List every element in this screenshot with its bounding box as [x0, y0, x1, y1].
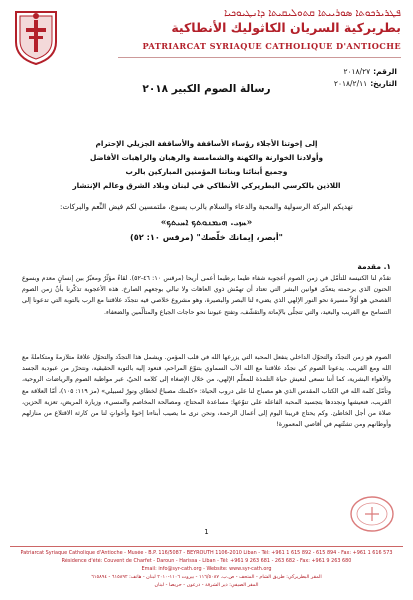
letter-title: رسالة الصوم الكبير ٢٠١٨	[142, 83, 271, 95]
reference-label: الرقم:	[373, 67, 397, 76]
date-value: ٢٠١٨/٢/١١	[333, 79, 368, 88]
address-line: اللاذين بالكرسي البطريركي الأنطاكي في لبنان وبلاد الشرق وعالم الإنتشار	[72, 181, 341, 190]
footer-line: Patriarcat Syriaque Catholique d'Antioche - Musée - B.P. 116/5087 - BEYROUTH 1106-2010 Liban - Tél: +961 1 615 892 - 615 894 - Fax: +961 1 616 573	[20, 550, 393, 556]
address-line: إلى إخوتنا الأجلاء رؤساء الأساقفة والأساقفة الجزيلي الإحترام	[95, 139, 318, 148]
header-french-title: PATRIARCAT SYRIAQUE CATHOLIQUE D'ANTIOCHE	[142, 41, 401, 51]
reference-number	[343, 67, 397, 76]
paragraph: تقدّم لنا الكنيسة للتأمّل في زمن الصوم أعجوبة شفاء طيما برطيما أعمى أريحا (مرقس ١٠: ٤٦-٥٢). لقاءٌ مؤثّرٌ ومعبّرٌ بين إنسانٍ معدم وبسوع الحنون الذي برحمته يتعدّى قوانين البشر التي تعتاد أن تهمّش ذوي العاهات ولا تبالي بوجعهم الصارخ. هذه الأعجوبة تذكّرنا بأنّ زمن الصوم الفصحي هو أوّلاً مسيرة نحو النور الإلهي الذي يضيء لنا البصر والبصيرة، وهو مشروع خلاصي فيه نتجدّد علاقتنا مع الرب بالتوبة التي تدعونا إلى التسامح مع القريب والبعيد، والتي تتجلّى بالإماتة والتقشّف، وتفتح عيوننا نحو حاجات الجياع والمتألّمين والضعفاء.	[22, 275, 392, 316]
section-heading: ١. مقدمة	[357, 262, 391, 271]
address-line: وجميع أبنائنا وبناتنا المؤمنين المباركين بالرب	[125, 167, 288, 176]
scripture-verse: "أبصر، إيمانك خلّصك" (مرقس ١٠: ٥٢)	[130, 232, 283, 242]
address-line: وأولادنا الخوارنة والكهنة والشمامسة والرهبان والراهبات الأفاضل	[89, 153, 324, 162]
footer-line: المقر البطريركي: طريق الشام - المتحف - ص.ب. ١١٦/٥٠٨٧ - بيروت ١١٠٦-٢٠١٠ لبنان - هاتف: ٦١٥٨٩٢ - ٦١٥٨٩٤	[91, 574, 322, 580]
footer-line: Email: info@syr-cath.org - Website: www.syr-cath.org	[141, 566, 272, 572]
footer-divider	[10, 546, 403, 547]
page-number: 1	[204, 528, 209, 536]
header-divider	[118, 57, 401, 58]
header-syriac-title: ܦܛܪܝܪܟܘܬܐ ܣܘܪܝܝܬܐ ܩܬܘܠܝܩܝܬܐ ܕܐܢܛܝܘܟܝܐ	[224, 8, 401, 19]
header-arabic-title: بطريركية السريان الكاثوليك الأنطاكية	[171, 20, 401, 35]
greeting: نهديكم البركة الرسولية والمحبة والدعاء والسلام بالرب يسوع، ملتمسين لكم فيض النِّعم والبركات:	[60, 202, 353, 211]
reference-value: ٢٠١٨/٢٧	[343, 67, 371, 76]
patriarchate-coat-of-arms-icon	[12, 8, 60, 66]
footer-line: المقر الصيفي: دير الشرفة - درعون - حريصا - لبنان	[154, 582, 259, 588]
footer-line: Résidence d'été: Couvent de Charfet - Daroun - Harissa - Liban - Tél: +961 9 263 681 - 263 682 - Fax: +961 9 263 680	[61, 558, 352, 564]
paragraph: الصوم هو زمن التجدّد والتحوّل الداخلي ينفعل المحبة التي يزرعها الله في قلب المؤمن. ويشمل هذا التجدّد والتحوّل علاقةً متلازمةً ومتكاملةً مع الله ومع القريب. يدعونا الصوم كي نجدّد علاقتنا مع الله الآب السماوي بتنوّع المراحم، فنعود إليه بالتوبة الحقيقية، ونتحرّر من عبودية الجسد والأهواء البشرية، كما أننا نسعى لنعيش حياة التلمذة للمعلّم الإلهي، من خلال الإصغاء إلى كلامه الحيّ، عبر مواظبة الصوم والرياضات الروحية، وتأمّل كلمة الله في الكتاب المقدس الذي هو مصباح لنا على دروب الحياة: «كلمتك مصباحٌ لخطاي ونورٌ لسبيلي» (مز ١١٩: ١٠٥)، أمّا العلاقة مع القريب، فنعيشها ونجددها بتجسيد المحبة الفاعلة على تنوّعها: مساعدة المحتاج، ومصالحة المخاصم والمسيء، وزيارة المريض، تعزية الحزين، صلاة من أجل الخاطئ. وكم يحتاج قريبنا اليوم إلى أعمال الرحمة، ونحن نرى ما يصيب أبناءنا إخوةً وأخواتٍ لنا من كارثة الاقتلاع من منازلهم وأوطانهم ومن تشتّتهم في أقاصي المعمورة!	[22, 354, 392, 429]
syriac-verse: «ܚܙܝ. ܗܝܡܢܘܬܟ ܐܚܝܬܟ»	[160, 218, 253, 228]
date-label: التاريخ:	[370, 79, 397, 88]
